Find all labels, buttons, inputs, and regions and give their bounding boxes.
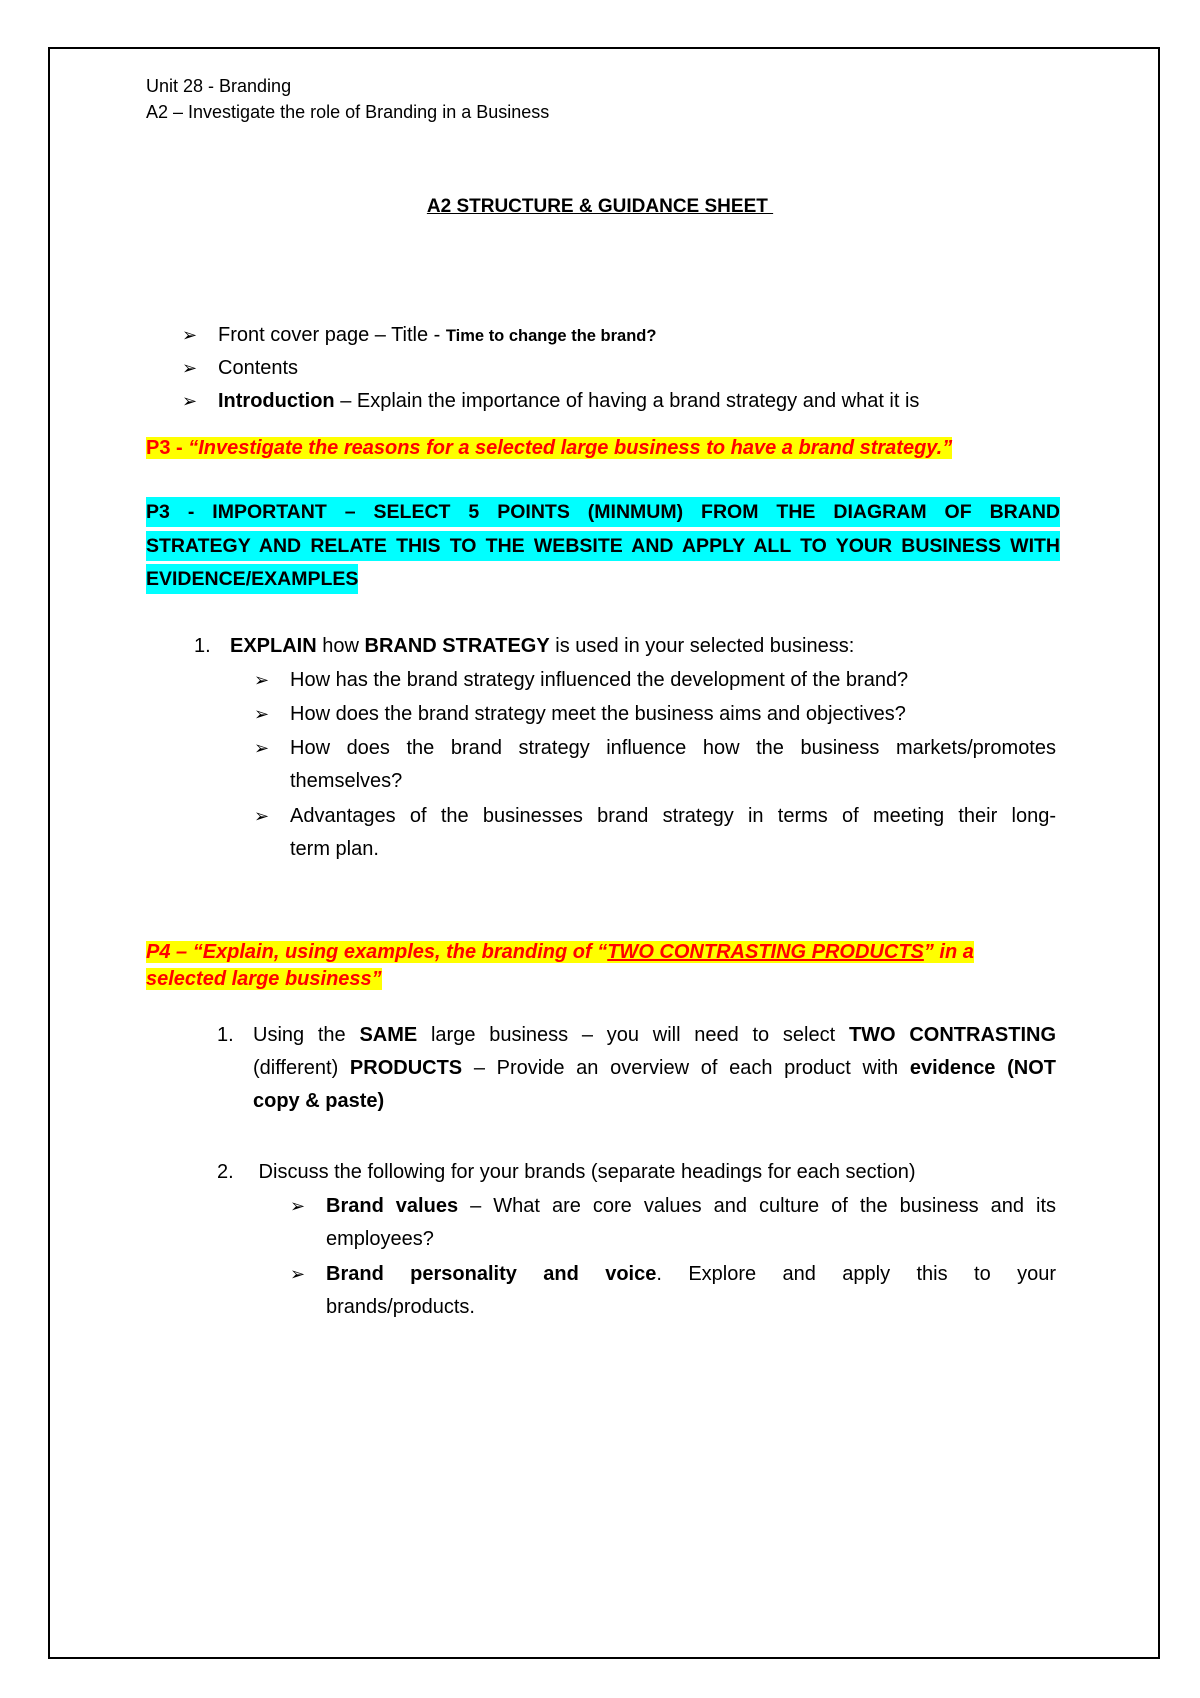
p4-list-item-1-number: 1. [217,1024,234,1046]
header-subtitle: A2 – Investigate the role of Branding in a Business [146,102,550,122]
p4-sub-bullet-brand-personality: ➢ Brand personality and voice. Explore and apply this to your brands/products. [290,1263,1056,1318]
p4-list-item-2: Discuss the following for your brands (separate headings for each section) [253,1161,916,1183]
page-title: A2 STRUCTURE & GUIDANCE SHEET [426,196,774,217]
header-unit: Unit 28 - Branding [146,76,292,96]
bullet-front-cover: ➢ Front cover page – Title - Time to change the brand? [182,324,657,346]
p3-sub-bullet-4: ➢ Advantages of the businesses brand strategy in terms of meeting their long- term plan. [254,805,1056,860]
p3-list-item-1: 1. EXPLAIN how BRAND STRATEGY is used in your selected business: [194,635,855,657]
arrow-bullet-icon: ➢ [254,738,270,758]
p3-important-note: P3 - IMPORTANT – SELECT 5 POINTS (MINMUM) FROM THE DIAGRAM OF BRAND STRATEGY AND RELATE THIS TO THE WEBSITE AND APPLY ALL TO YOUR BUSINESS WITH EVIDENCE/EXAMPLES [146,497,1060,597]
arrow-bullet-icon: ➢ [182,358,198,378]
p4-list-item-1: Using the SAME large business – you will need to select TWO CONTRASTING (different) PRODUCTS – Provide an overview of each product with evidence (NOT copy & paste) [253,1024,1057,1112]
bullet-introduction: ➢ Introduction – Explain the importance of having a brand strategy and what it is [182,390,920,412]
arrow-bullet-icon: ➢ [254,704,270,724]
p3-sub-bullet-1: ➢ How has the brand strategy influenced the development of the brand? [254,669,909,691]
arrow-bullet-icon: ➢ [254,806,270,826]
p4-sub-bullet-brand-values: ➢ Brand values – What are core values and culture of the business and its employees? [290,1195,1056,1250]
p4-criterion-banner: P4 – “Explain, using examples, the branding of “TWO CONTRASTING PRODUCTS” in a selected large business” [146,941,974,990]
p3-criterion-banner: P3 - “Investigate the reasons for a selected large business to have a brand strategy.” [146,437,953,459]
arrow-bullet-icon: ➢ [182,391,198,411]
arrow-bullet-icon: ➢ [290,1264,306,1284]
p3-sub-bullet-3: ➢ How does the brand strategy influence how the business markets/promotes themselves? [254,737,1056,792]
arrow-bullet-icon: ➢ [182,325,198,345]
bullet-contents: ➢ Contents [182,357,299,379]
arrow-bullet-icon: ➢ [290,1196,306,1216]
arrow-bullet-icon: ➢ [254,670,270,690]
p3-sub-bullet-2: ➢ How does the brand strategy meet the business aims and objectives? [254,703,906,725]
p4-list-item-2-number: 2. [217,1161,234,1183]
